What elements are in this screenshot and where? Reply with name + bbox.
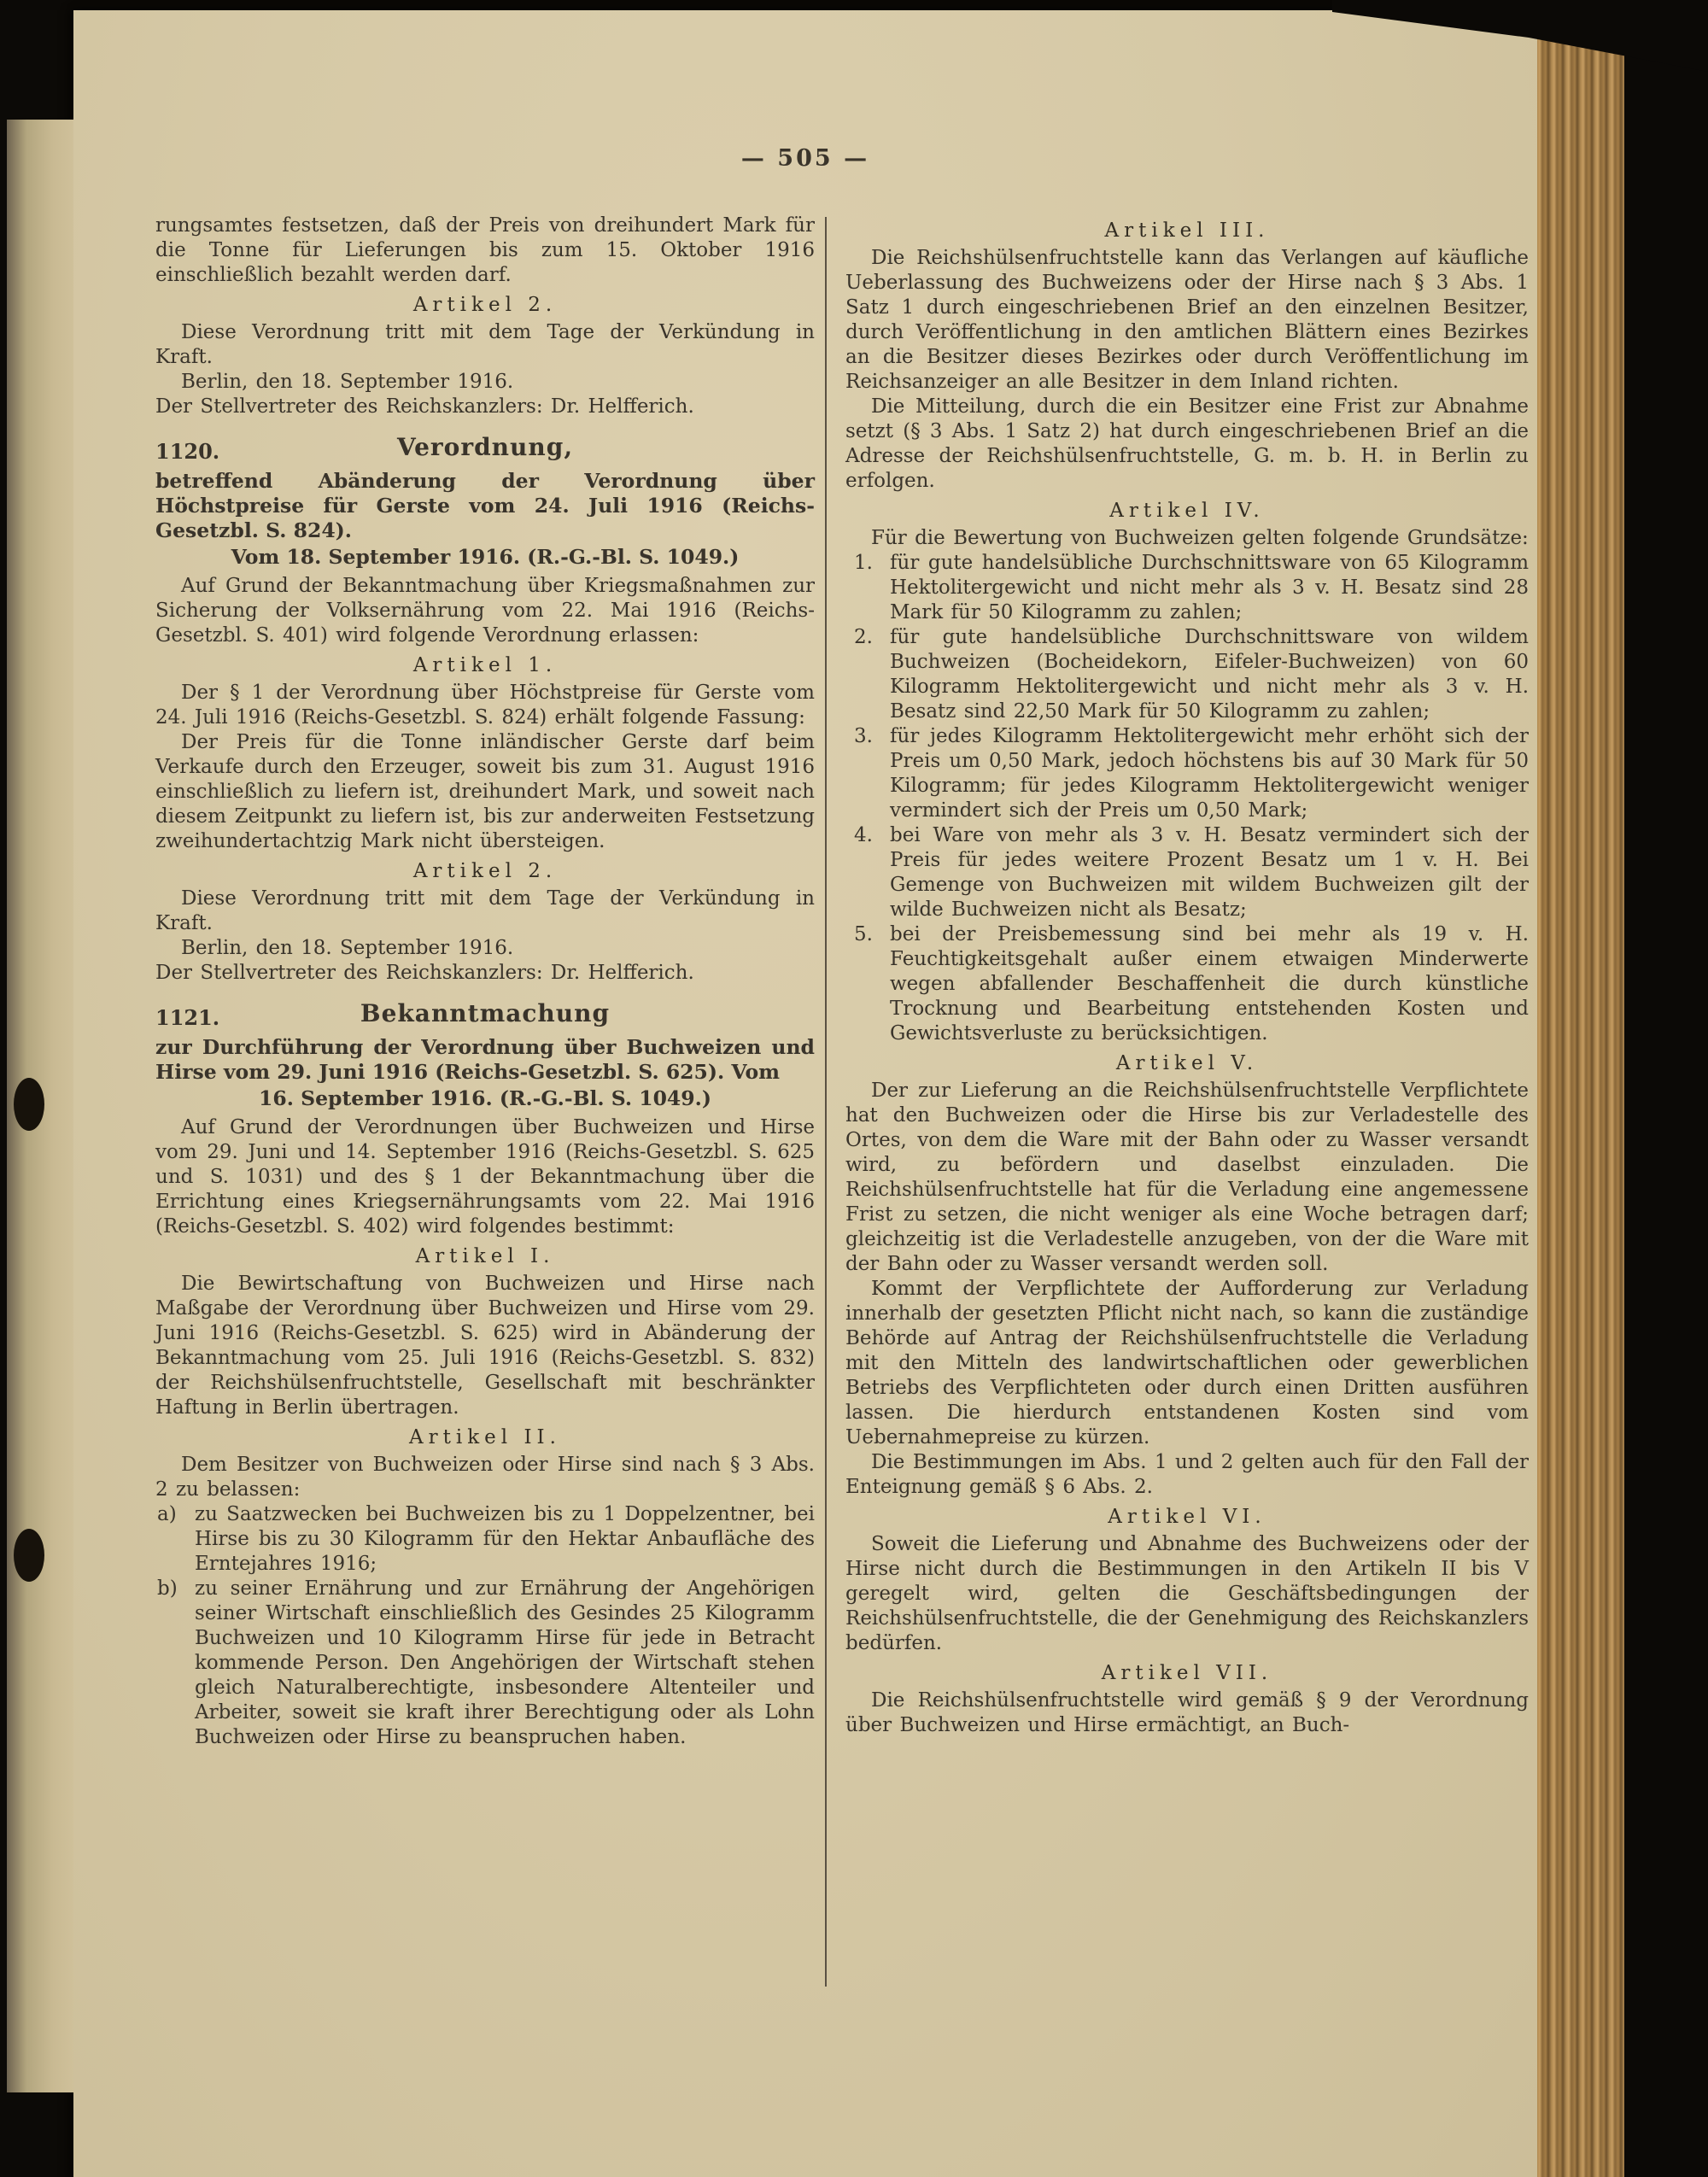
right-column [845,214,1529,1738]
paragraph: Soweit die Lieferung und Abnahme des Buchweizens oder der Hirse nicht durch die Bestimmungen in den Artikeln II bis V geregelt wird, gelten die Geschäftsbedingungen der Reichshülsenfruchtstelle, die der Genehmigung des Reichskanzlers bedürfen. [845,1533,1529,1654]
numbered-list-item [845,551,1529,625]
paragraph: Diese Verordnung tritt mit dem Tage der Verkündung in Kraft. [155,321,815,368]
numbered-list-item [845,922,1529,1046]
law-number: 1121. [155,1005,220,1030]
article-heading: Artikel 2. [412,860,558,882]
paragraph: Dem Besitzer von Buchweizen oder Hirse sind nach § 3 Abs. 2 zu belassen: [155,1454,815,1501]
left-column [155,214,815,1750]
list-item-text: zu seiner Ernährung und zur Ernährung der Angehörigen seiner Wirtschaft einschließlich des Gesindes 25 Kilogramm Buchweizen und 10 Kilogramm Hirse für jede in Betracht kommende Person. Den Angehörigen der Wirtschaft stehen gleich Naturalberechtigte, insbesondere Altenteiler und Arbeiter, soweit sie kraft ihrer Berechtigung oder als Lohn Buchweizen oder Hirse zu beanspruchen haben. [195,1577,815,1748]
article-heading: Artikel 2. [412,294,558,316]
numbered-list-item [845,625,1529,724]
article-heading: Artikel II. [409,1426,561,1448]
signature-line: Der Stellvertreter des Reichskanzlers: Dr. Helfferich. [155,962,694,984]
law-title: Bekanntmachung [360,999,611,1027]
paragraph-continuation: rungsamtes festsetzen, daß der Preis von dreihundert Mark für die Tonne für Lieferungen bis zum 15. Oktober 1916 einschließlich bezahlt werden darf. [155,214,815,286]
article-heading: Artikel III. [1104,219,1270,242]
date-line: Berlin, den 18. September 1916. [181,371,514,393]
law-heading [155,435,815,462]
list-item-marker: 3. [854,725,873,747]
list-item-text: für gute handelsübliche Durchschnittsware von wildem Buchweizen (Bocheidekorn, Eifeler-Buchweizen) von 60 Kilogramm Hektolitergewicht und nicht mehr als 3 v. H. Besatz sind 22,50 Mark für 50 Kilogramm zu zahlen; [890,626,1529,723]
paragraph: Die Bewirtschaftung von Buchweizen und Hirse nach Maßgabe der Verordnung über Buchweizen und Hirse vom 29. Juni 1916 (Reichs-Gesetzbl. S. 625) wird in Abänderung der Bekanntmachung vom 25. Juli 1916 (Reichs-Gesetzbl. S. 832) der Reichshülsenfruchtstelle, Gesellschaft mit beschränkter Haftung in Berlin übertragen. [155,1273,815,1419]
page-number: — 505 — [740,145,870,172]
paragraph: Der Preis für die Tonne inländischer Gerste darf beim Verkaufe durch den Erzeuger, soweit bis zum 31. August 1916 einschließlich zu liefern ist, dreihundert Mark, und soweit nach diesem Zeitpunkt zu liefern ist, bis zur anderweiten Festsetzung zweihundertachtzig Mark nicht übersteigen. [155,731,815,852]
law-date-line: Vom 18. September 1916. (R.-G.-Bl. S. 1049.) [231,545,740,569]
law-date-line: 16. September 1916. (R.-G.-Bl. S. 1049.) [259,1086,711,1110]
law-subtitle: betreffend Abänderung der Verordnung über Höchstpreise für Gerste vom 24. Juli 1916 (Reichs-Gesetzbl. S. 824). [155,469,815,542]
paragraph: Der zur Lieferung an die Reichshülsenfruchtstelle Verpflichtete hat den Buchweizen oder die Hirse bis zur Verladestelle des Ortes, von dem die Ware mit der Bahn oder zu Wasser versandt wird, zu befördern und daselbst einzuladen. Die Reichshülsenfruchtstelle hat für die Verladung eine angemessene Frist zu setzen, die nicht weniger als eine Woche betragen darf; gleichzeitig ist die Verladestelle anzugeben, von der die Ware mit der Bahn oder zu Wasser versandt werden soll. [845,1080,1529,1275]
article-heading: Artikel 1. [412,654,558,676]
right-page-edges [1537,34,1626,2177]
list-item-marker: 4. [854,824,873,846]
paragraph: Die Bestimmungen im Abs. 1 und 2 gelten auch für den Fall der Enteignung gemäß § 6 Abs. 2. [845,1451,1529,1498]
paragraph: Für die Bewertung von Buchweizen gelten folgende Grundsätze: [871,527,1529,549]
article-heading: Artikel VII. [1101,1662,1273,1684]
list-item [155,1502,815,1577]
list-item-text: bei Ware von mehr als 3 v. H. Besatz vermindert sich der Preis für jedes weitere Prozent Besatz um 1 v. H. Bei Gemenge von Buchweizen mit wildem Buchweizen gilt der wilde Buchweizen nicht als Besatz; [890,824,1529,921]
law-subtitle: zur Durchführung der Verordnung über Buchweizen und Hirse vom 29. Juni 1916 (Reichs-Gesetzbl. S. 625). Vom [155,1035,815,1084]
law-title: Verordnung, [396,433,574,461]
paragraph: Auf Grund der Verordnungen über Buchweizen und Hirse vom 29. Juni und 14. September 1916 (Reichs-Gesetzbl. S. 625 und S. 1031) und des § 1 der Bekanntmachung über die Errichtung eines Kriegsernährungsamts vom 22. Mai 1916 (Reichs-Gesetzbl. S. 402) wird folgendes bestimmt: [155,1116,815,1238]
paragraph: Der § 1 der Verordnung über Höchstpreise für Gerste vom 24. Juli 1916 (Reichs-Gesetzbl. S. 824) erhält folgende Fassung: [155,682,815,729]
article-heading: Artikel IV. [1109,500,1265,522]
list-item-text: für gute handelsübliche Durchschnittsware von 65 Kilogramm Hektolitergewicht und nicht mehr als 3 v. H. Besatz sind 28 Mark für 50 Kilogramm zu zahlen; [890,552,1529,623]
law-number: 1120. [155,439,220,464]
list-item-marker: 2. [854,626,873,648]
paragraph: Die Mitteilung, durch die ein Besitzer eine Frist zur Abnahme setzt (§ 3 Abs. 1 Satz 2) hat durch eingeschriebenen Brief an die Adresse der Reichshülsenfruchtstelle, G. m. b. H. in Berlin zu erfolgen. [845,395,1529,492]
article-heading: Artikel VI. [1108,1506,1266,1528]
paragraph: Die Reichshülsenfruchtstelle kann das Verlangen auf käufliche Ueberlassung des Buchweizens oder der Hirse nach § 3 Abs. 1 Satz 1 durch eingeschriebenen Brief an den einzelnen Besitzer, durch Veröffentlichung in den amtlichen Blättern eines Bezirkes an die Besitzer dieses Bezirkes oder durch Veröffentlichung im Reichsanzeiger an alle Besitzer in dem Inland richten. [845,247,1529,393]
list-item-text: zu Saatzwecken bei Buchweizen bis zu 1 Doppelzentner, bei Hirse bis zu 30 Kilogramm für den Hektar Anbaufläche des Erntejahres 1916; [195,1503,815,1575]
list-item-marker: 5. [854,923,873,945]
paragraph: Diese Verordnung tritt mit dem Tage der Verkündung in Kraft. [155,887,815,934]
paragraph: Auf Grund der Bekanntmachung über Kriegsmaßnahmen zur Sicherung der Volksernährung vom 22. Mai 1916 (Reichs-Gesetzbl. S. 401) wird folgende Verordnung erlassen: [155,575,815,647]
list-item-marker: 1. [854,552,873,574]
list-item-marker: a) [157,1503,177,1525]
numbered-list-item [845,724,1529,823]
numbered-list-item [845,823,1529,922]
list-item-text: für jedes Kilogramm Hektolitergewicht mehr erhöht sich der Preis um 0,50 Mark, jedoch höchstens bis auf 30 Mark für 50 Kilogramm; für jedes Kilogramm Hektolitergewicht weniger vermindert sich der Preis um 0,50 Mark; [890,725,1529,822]
scan-right-border [1624,0,1708,2177]
signature-line: Der Stellvertreter des Reichskanzlers: Dr. Helfferich. [155,395,694,418]
paragraph: Die Reichshülsenfruchtstelle wird gemäß § 9 der Verordnung über Buchweizen und Hirse ermächtigt, an Buch- [845,1689,1529,1736]
list-item [155,1577,815,1750]
binding-hole [14,1078,44,1131]
date-line: Berlin, den 18. September 1916. [181,937,514,959]
binding-hole [14,1529,44,1582]
list-item-marker: b) [157,1577,178,1600]
list-item-text: bei der Preisbemessung sind bei mehr als 19 v. H. Feuchtigkeitsgehalt außer einem etwaigen Minderwerte wegen abfallender Beschaffenheit die durch künstliche Trocknung und Bearbeitung entstehenden Kosten und Gewichtsverluste zu berücksichtigen. [890,923,1529,1045]
article-heading: Artikel I. [415,1245,555,1267]
article-heading: Artikel V. [1115,1052,1259,1074]
law-heading [155,1001,815,1028]
column-divider [825,217,827,1987]
paragraph: Kommt der Verpflichtete der Aufforderung zur Verladung innerhalb der gesetzten Pflicht nicht nach, so kann die zuständige Behörde auf Antrag der Reichshülsenfruchtstelle die Verladung mit den Mitteln des landwirtschaftlichen oder gewerblichen Betriebs des Verpflichteten oder durch einen Dritten ausführen lassen. Die hierdurch entstandenen Kosten sind vom Uebernahmepreise zu kürzen. [845,1278,1529,1448]
page [73,10,1537,2177]
